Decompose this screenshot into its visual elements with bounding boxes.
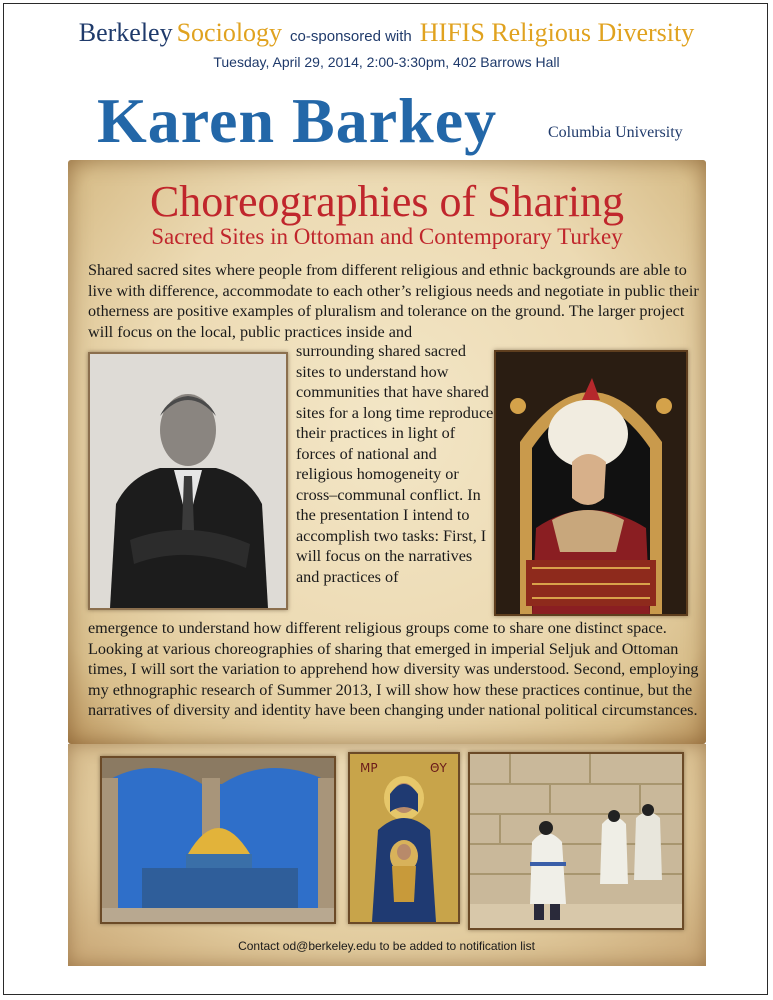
speaker-block [97,84,497,158]
talk-subtitle: Sacred Sites in Ottoman and Contemporary Turkey [151,224,623,249]
cosponsor-org: HIFIS Religious Diversity [419,18,695,47]
portrait-photo [88,352,288,610]
org-name-sociology: Sociology [176,18,283,47]
sultan-portrait-image [496,352,686,614]
contact-info: Contact od@berkeley.edu to be added to notification list [238,939,535,953]
mosaic-label-left: ΜΡ [360,761,378,775]
byzantine-mosaic-photo [348,752,460,924]
dome-of-the-rock-photo [100,756,336,924]
header-sponsors [0,18,773,48]
abstract-conclusion: emergence to understand how different religious groups come to share one distinct space. Looking at various choreographies of sharing that emerged in imperial Seljuk and Ottoman times, I will sort the variation to apprehend how diversity was understood. Second, employing my ethnographic research of Summer 2013, I will show how these practices continue, but the narratives of diversity and identity have been changing under national political circumstances. [88,619,699,719]
speaker-name: Karen Barkey [97,85,498,156]
portrait-photo-image [90,354,286,608]
abstract-intro: Shared sacred sites where people from different religious and ethnic backgrounds are able to live with difference, accommodate to each other’s religious needs and negotiate in public their otherness are positive examples of pluralism and tolerance on the ground. The larger project will focus on the local, public practices inside and [88,261,699,341]
speaker-affiliation: Columbia University [548,124,683,141]
org-name-berkeley: Berkeley [78,18,173,47]
event-details: Tuesday, April 29, 2014, 2:00-3:30pm, 402 Barrows Hall [213,54,560,70]
byzantine-mosaic-image [350,754,458,922]
dome-of-the-rock-image [102,758,334,922]
mosaic-label-right: ΘΥ [430,761,447,775]
talk-title: Choreographies of Sharing [149,177,625,226]
cosponsor-label: co-sponsored with [290,28,412,45]
sultan-portrait [494,350,688,616]
western-wall-photo [468,752,684,930]
abstract-middle: surrounding shared sacred sites to understand how communities that have shared sites for a long time reproduce their practices in light of forces of national and religious homogeneity or cross–communal conflict. In the presentation I intend to accomplish two tasks: First, I will focus on the narratives and practices of [296,342,494,586]
western-wall-image [470,754,682,928]
